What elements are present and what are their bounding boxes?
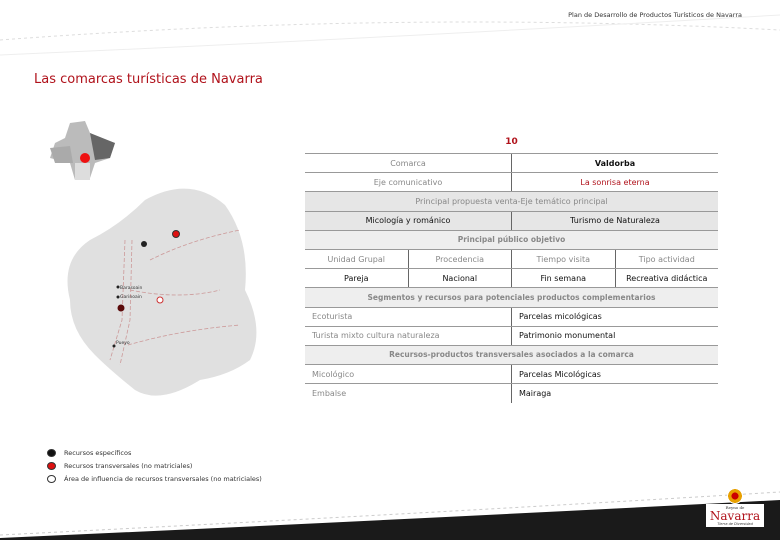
- logo-emblem-icon: [727, 488, 743, 504]
- specific-resource-icon: [47, 449, 56, 457]
- town-label: Garinoain: [120, 295, 142, 300]
- table-row: Turista mixto cultura naturaleza Patrimonio monumental: [305, 327, 718, 346]
- town-label: Pueyo: [116, 341, 130, 346]
- comarca-table: [305, 153, 718, 403]
- specific-resource-marker: [118, 305, 125, 312]
- section-header: Recursos-productos transversales asociados a la comarca: [305, 346, 718, 365]
- section-header: Segmentos y recursos para potenciales productos complementarios: [305, 288, 718, 307]
- table-row: Micológico Parcelas Micológicas: [305, 365, 718, 384]
- table-row: Comarca Valdorba: [305, 154, 718, 173]
- section-header: Principal público objetivo: [305, 231, 718, 250]
- table-row: Pareja Nacional Fin semana Recreativa didáctica: [305, 269, 718, 288]
- town-label: Barasoain: [120, 286, 143, 291]
- transversal-resource-marker: [173, 231, 180, 238]
- valdorba-highlight: [80, 153, 90, 163]
- transversal-resource-icon: [47, 462, 56, 470]
- navarra-locator-map: [45, 118, 125, 183]
- comarca-number: 10: [505, 137, 518, 147]
- map-legend: Recursos específicos Recursos transversales (no matriciales) Área de influencia de recursos transversales (no matriciales): [47, 446, 262, 485]
- specific-resource-marker: [141, 241, 147, 247]
- comarca-value: Valdorba: [511, 154, 718, 172]
- table-row: Eje comunicativo La sonrisa eterna: [305, 173, 718, 192]
- document-header: Plan de Desarrollo de Productos Turísticos de Navarra: [568, 11, 742, 19]
- footer-band: [0, 480, 780, 540]
- table-row: Embalse Mairaga: [305, 384, 718, 403]
- table-row: Micología y románico Turismo de Naturaleza: [305, 212, 718, 231]
- comarca-map: [50, 180, 290, 430]
- table-row: Unidad Grupal Procedencia Tiempo visita Tipo actividad: [305, 250, 718, 269]
- table-row: Ecoturista Parcelas micológicas: [305, 308, 718, 327]
- influence-area-marker: [157, 297, 163, 303]
- reyno-de-navarra-logo: Reyno de Navarra Tierra de Diversidad: [706, 488, 764, 527]
- table-row: Principal propuesta venta-Eje temático principal: [305, 192, 718, 211]
- page-title: Las comarcas turísticas de Navarra: [34, 72, 263, 87]
